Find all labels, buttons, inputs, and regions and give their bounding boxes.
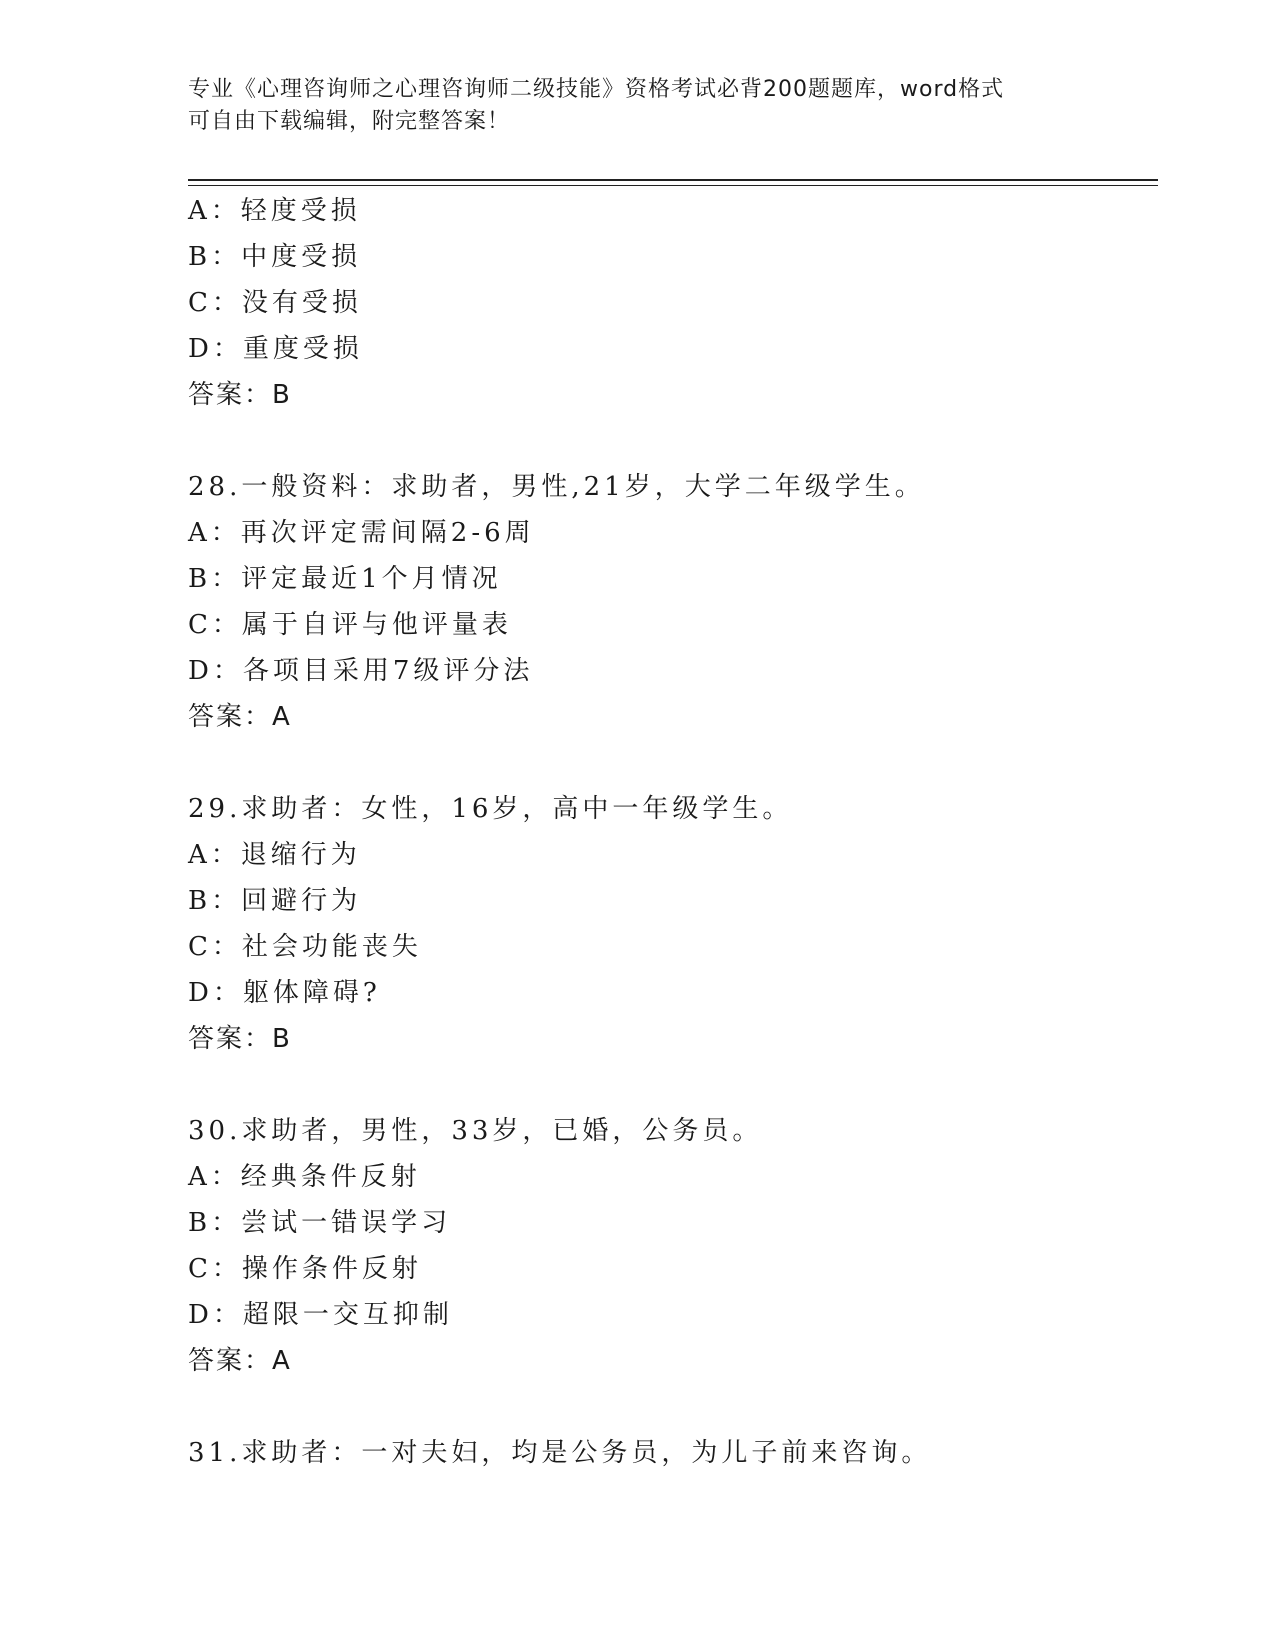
option-d: D：超限一交互抑制: [188, 1300, 453, 1330]
header-line-2: 可自由下载编辑，附完整答案！: [188, 109, 511, 134]
question-block: [188, 1430, 1158, 1476]
question-block: [188, 188, 1158, 418]
option-c: C：属于自评与他评量表: [188, 610, 512, 640]
answer-line: 答案：A: [188, 702, 292, 732]
answer-line: 答案：B: [188, 1024, 292, 1054]
option-a: A：退缩行为: [188, 840, 361, 870]
option-b: B：评定最近1个月情况: [188, 564, 502, 594]
option-b: B：回避行为: [188, 886, 362, 916]
spacer: [188, 418, 1158, 464]
question-block: [188, 1108, 1158, 1384]
header-line-1: 专业《心理咨询师之心理咨询师二级技能》资格考试必背200题题库，word格式: [188, 77, 1005, 102]
option-b: B：中度受损: [188, 242, 362, 272]
question-list: [188, 188, 1158, 1476]
spacer: [188, 1062, 1158, 1108]
option-d: D：躯体障碍?: [188, 978, 381, 1008]
spacer: [188, 740, 1158, 786]
option-b: B：尝试一错误学习: [188, 1208, 452, 1238]
option-a: A：经典条件反射: [188, 1162, 421, 1192]
question-block: [188, 786, 1158, 1062]
answer-line: 答案：A: [188, 1346, 292, 1376]
header-divider-thin: [188, 185, 1158, 186]
question-block: [188, 464, 1158, 740]
spacer: [188, 1384, 1158, 1430]
option-a: A：轻度受损: [188, 196, 361, 226]
document-header: [188, 74, 1088, 138]
option-a: A：再次评定需间隔2-6周: [188, 518, 535, 548]
question-stem: 30.求助者，男性，33岁，已婚，公务员。: [188, 1116, 763, 1146]
question-stem: 28.一般资料：求助者，男性,21岁，大学二年级学生。: [188, 472, 925, 502]
option-d: D：重度受损: [188, 334, 363, 364]
option-d: D：各项目采用7级评分法: [188, 656, 534, 686]
question-stem: 29.求助者：女性，16岁，高中一年级学生。: [188, 794, 793, 824]
answer-line: 答案：B: [188, 380, 292, 410]
option-c: C：操作条件反射: [188, 1254, 422, 1284]
option-c: C：社会功能丧失: [188, 932, 422, 962]
question-stem: 31.求助者：一对夫妇，均是公务员，为儿子前来咨询。: [188, 1438, 932, 1468]
header-divider-thick: [188, 179, 1158, 181]
option-c: C：没有受损: [188, 288, 362, 318]
